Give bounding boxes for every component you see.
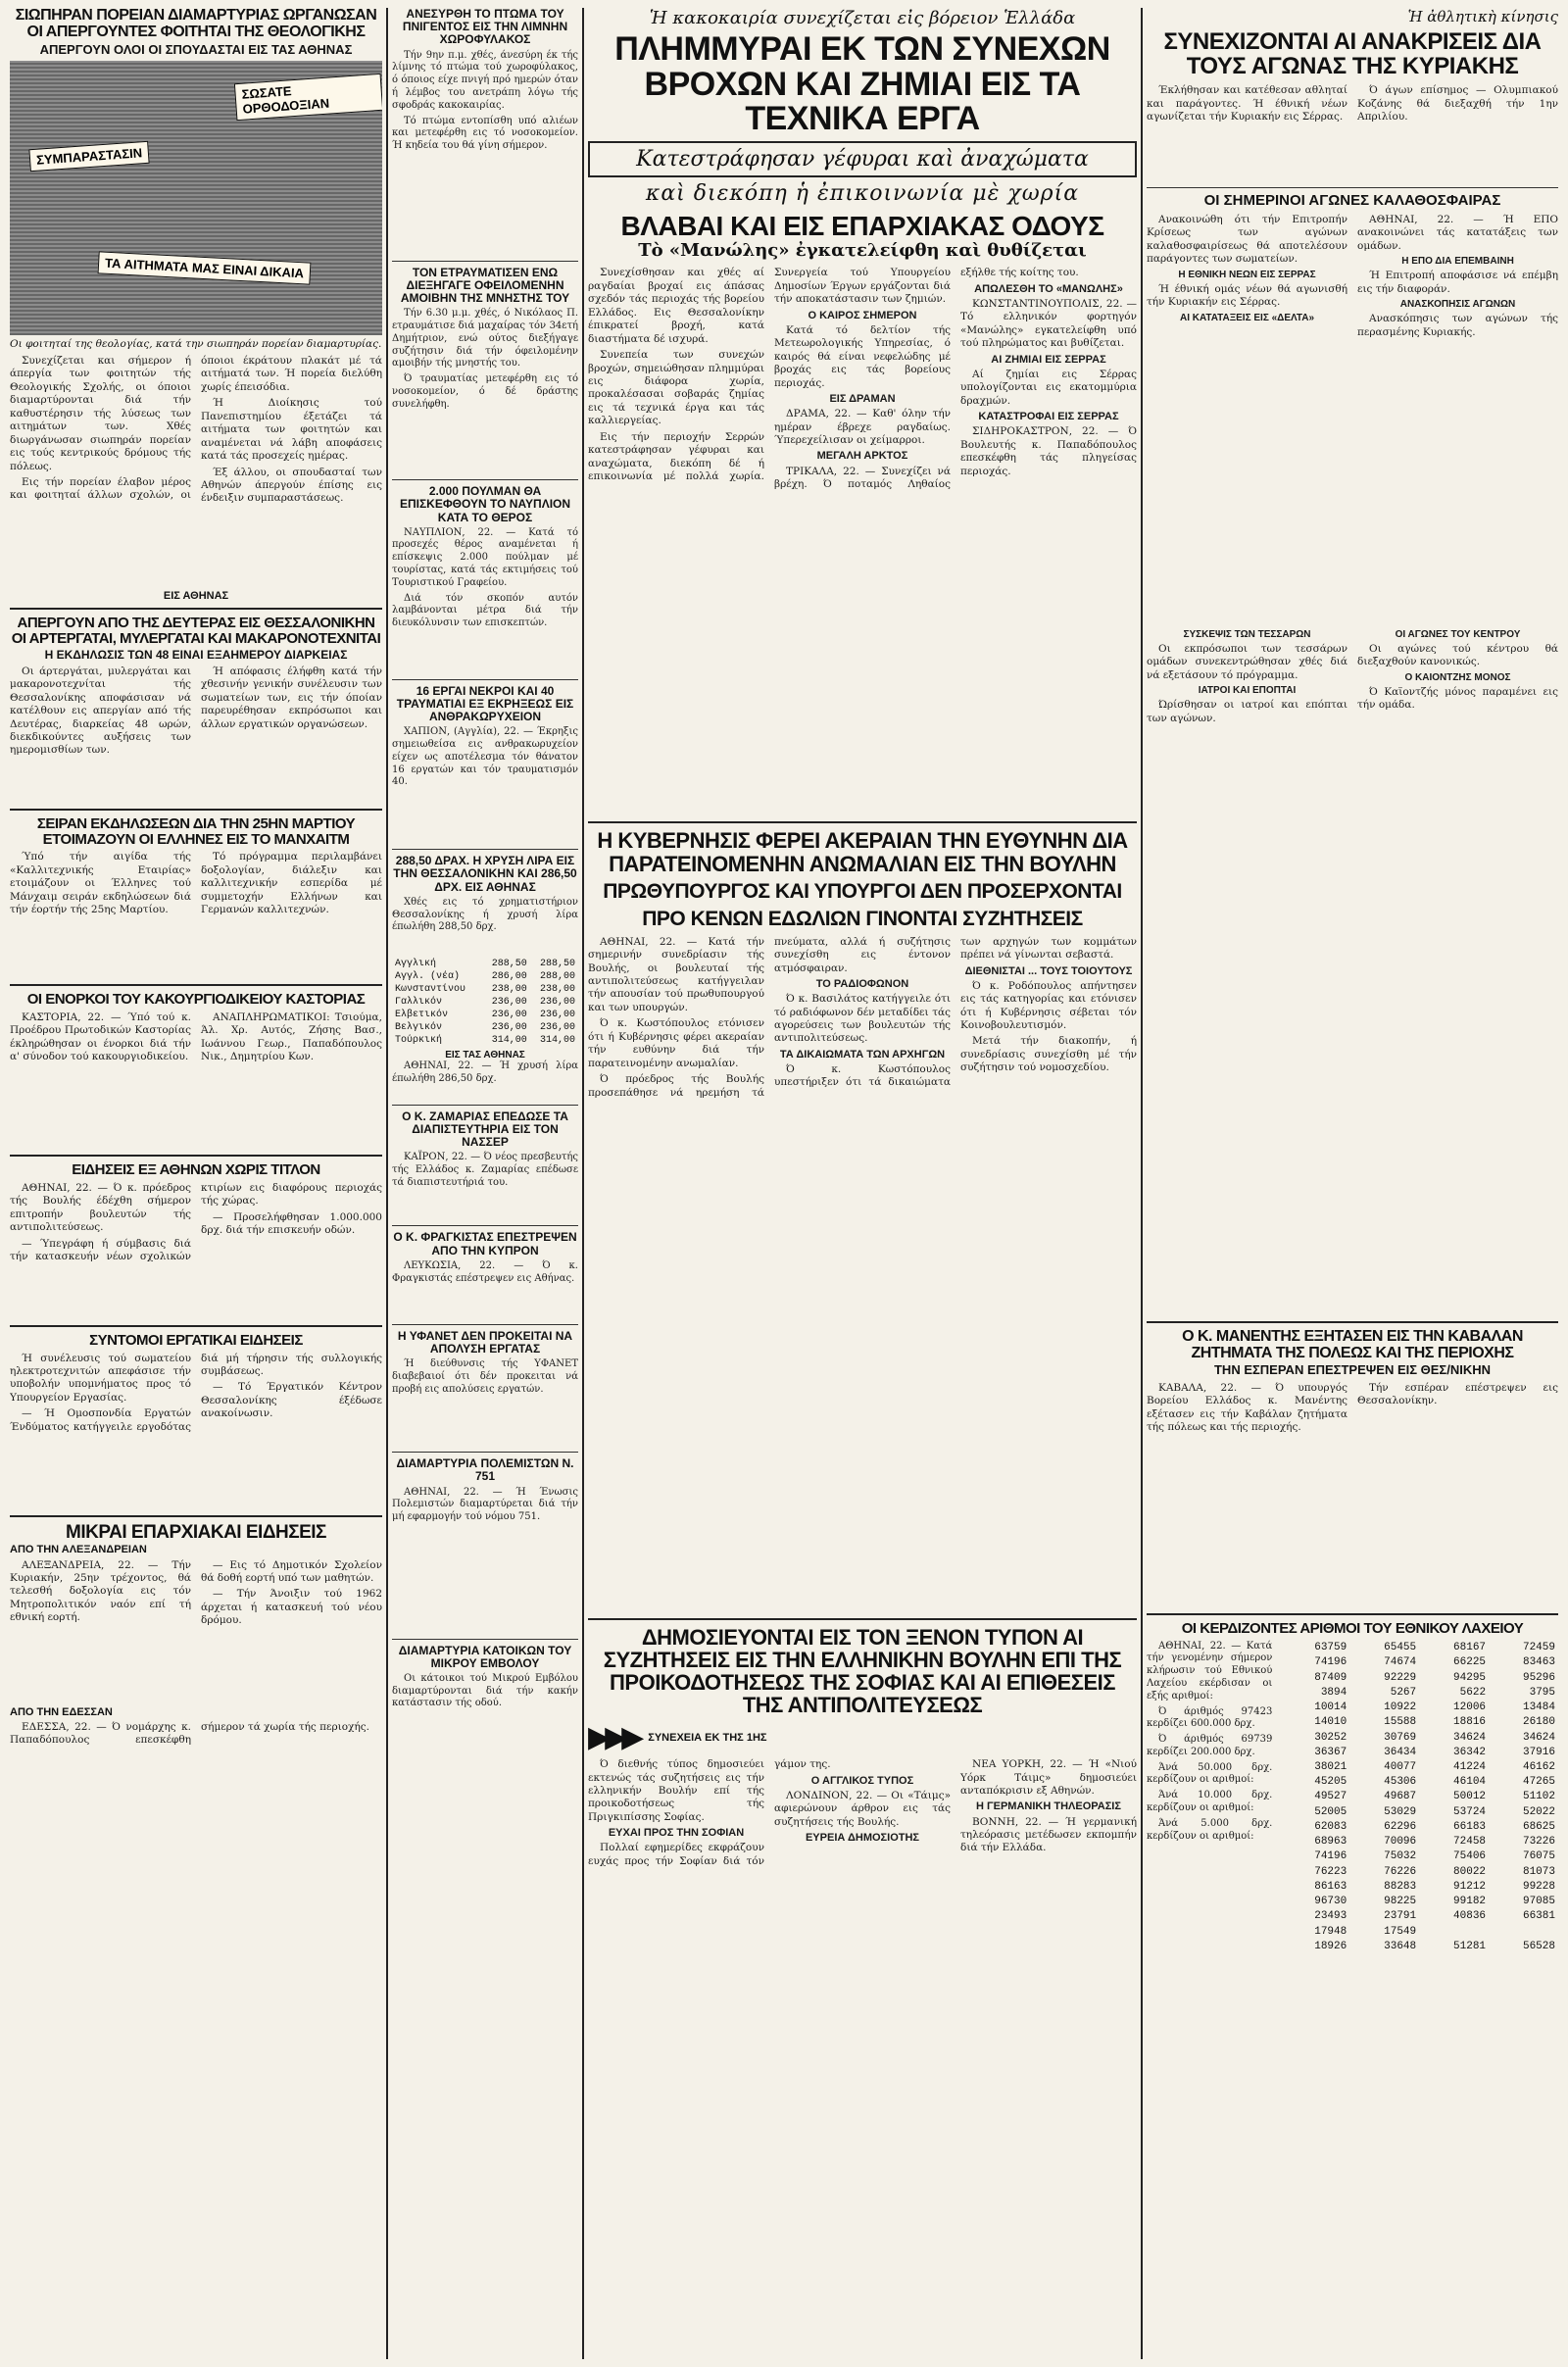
lottery-number: 87409 <box>1314 1671 1348 1684</box>
continued-label: ΣΥΝΕΧΕΙΑ ΕΚ ΤΗΣ 1ΗΣ <box>648 1731 767 1744</box>
article-body: Τήν 6.30 μ.μ. χθές, ό Νικόλαος Π. ετραυμάτισε διά μαχαίρας τόν 34ετή Δημήτριον, ενώ ούτος διεξήγαγε συζήτησιν διά τήν όφειλομένην αμοιβήν τής μνηστής του. Ό τραυματίας μετεφέρθη εις τό νοσοκομείον, ό δέ δράστης συνελήφθη. <box>392 308 578 410</box>
photo-sign: ΣΩΣΑΤΕ ΟΡΘΟΔΟΞΙΑΝ <box>234 74 382 121</box>
story-headline: Η ΥΦΑΝΕΤ ΔΕΝ ΠΡΟΚΕΙΤΑΙ ΝΑ ΑΠΟΛΥΣΗ ΕΡΓΑΤΑΣ <box>397 1328 573 1356</box>
article-body: Συνεχίζεται και σήμερον ή άπεργία των φοιτητών τής Θεολογικής Σχολής, οι όποιοι διαμαρτύρονται διά τήν καθυστέρησιν τής λύσεως των αιτημάτων των. Χθές διωργάνωσαν σιωπηράν πορείαν εις τούς κεντρικούς δρόμους τής πόλεως. Εις τήν πορείαν έλαβον μέρος και φοιτηταί άλλων σχολών, οι όποιοι έκράτουν πλακάτ μέ τά αιτήματά των. Ή πορεία διελύθη χωρίς έπεισόδια. Ή Διοίκησις τού Πανεπιστημίου έξετάζει τά αιτήματα των φοιτητών και αναμένεται νά λάβη αποφάσεις κατά τάς προσεχείς ημέρας. Έξ άλλου, οι σπουδασταί των Αθηνών άπεργούν έπίσης εις ένδειξιν συμπαραστάσεως. <box>10 355 382 505</box>
deck-line: Τὸ «Μανώλης» ἐγκατελείφθη καὶ θυθίζεται <box>638 240 1087 262</box>
gold-coin-label: Γαλλικόν <box>395 996 443 1008</box>
story-headline: ΟΙ ΣΗΜΕΡΙΝΟΙ ΑΓΩΝΕΣ ΚΑΛΑΘΟΣΦΑΙΡΑΣ <box>1203 192 1501 210</box>
section-kicker: Ἡ ἀθλητικὴ κίνησις <box>1407 8 1558 25</box>
lottery-number: 56528 <box>1522 1940 1555 1952</box>
deck-line: καὶ διεκόπη ἡ ἐπικοινωνία μὲ χωρία <box>645 181 1080 207</box>
story-subheadline: ΠΡΩΘΥΠΟΥΡΓΟΣ ΚΑΙ ΥΠΟΥΡΓΟΙ ΔΕΝ ΠΡΟΣΕΡΧΟΝΤΑΙ <box>603 879 1122 903</box>
section-label: ΕΥΡΕΙΑ ΔΗΜΟΣΙΟΤΗΣ <box>805 1831 920 1844</box>
lottery-row <box>1280 1730 1558 1745</box>
article-body: Οι άρτεργάται, μυλεργάται και μακαρονοτεχνίται τής Θεσσαλονίκης αποφάσισαν νά κατέλθουν εις απεργίαν από τής Δευτέρας, διαρκείας 48 ωρών, διεκδικούντες αυξήσεις των ημερομισθίων των. Ή απόφασις έλήφθη κατά τήν χθεσινήν γενικήν συνέλευσιν των σωματείων των, εις τήν όποίαν παρευρέθησαν εκπρόσωποι και άλλων εργατικών οργανώσεων. <box>10 665 382 757</box>
gold-rate-row <box>392 1009 578 1021</box>
story-subheadline: ΠΡΟ ΚΕΝΩΝ ΕΔΩΛΙΩΝ ΓΙΝΟΝΤΑΙ ΣΥΖΗΤΗΣΕΙΣ <box>642 907 1083 930</box>
gold-price-cell: 238,00 <box>539 983 575 995</box>
lottery-number: 86163 <box>1314 1880 1348 1893</box>
protest-photo <box>10 61 382 335</box>
lottery-number: 45205 <box>1314 1776 1348 1789</box>
lead-headline: ΣΙΩΠΗΡΑΝ ΠΟΡΕΙΑΝ ΔΙΑΜΑΡΤΥΡΙΑΣ ΩΡΓΑΝΩΣΑΝ ΟΙ ΑΠΕΡΓΟΥΝΤΕΣ ΦΟΙΤΗΤΑΙ ΤΗΣ ΘΕΟΛΟΓΙΚΗΣ <box>15 8 377 40</box>
story-headline: ΔΙΑΜΑΡΤΥΡΙΑ ΚΑΤΟΙΚΩΝ ΤΟΥ ΜΙΚΡΟΥ ΕΜΒΟΛΟΥ <box>398 1643 572 1670</box>
section-label: Η ΕΘΝΙΚΗ ΝΕΩΝ ΕΙΣ ΣΕΡΡΑΣ <box>1178 269 1316 280</box>
lottery-number: 95296 <box>1522 1671 1555 1684</box>
story-headline: Ο Κ. ΦΡΑΓΚΙΣΤΑΣ ΕΠΕΣΤΡΕΨΕΝ ΑΠΟ ΤΗΝ ΚΥΠΡΟΝ <box>393 1230 577 1257</box>
article-body: ΑΘΗΝΑΙ, 22. — Κατά τήν γενομένην σήμερον κλήρωσιν τού Εθνικού Λαχείου εκέρδισαν οι εξής αριθμοί: Ό άριθμός 97423 κερδίζει 600.000 δρχ. Ό άριθμός 69739 κερδίζει 200.000 δρχ. Άνά 50.000 δρχ. κερδίζουν οι αριθμοί: Άνά 10.000 δρχ. κερδίζουν οι αριθμοί: Άνά 5.000 δρχ. κερδίζουν οι αριθμοί: <box>1147 1640 1273 1842</box>
lottery-number: 99228 <box>1522 1880 1555 1893</box>
section-label: Ο ΑΓΓΛΙΚΟΣ ΤΥΠΟΣ <box>810 1774 914 1787</box>
section-label: Η ΓΕΡΜΑΝΙΚΗ ΤΗΛΕΟΡΑΣΙΣ <box>976 1800 1121 1813</box>
lottery-row <box>1280 1879 1558 1894</box>
gold-price-cell: 238,00 <box>491 983 527 995</box>
section-label: ΕΙΣ ΤΑΣ ΑΘΗΝΑΣ <box>445 1049 525 1060</box>
lottery-number: 45306 <box>1384 1776 1417 1789</box>
gold-price-cell: 236,00 <box>539 996 575 1008</box>
story-subheadline: Η ΕΚΔΗΛΩΣΙΣ ΤΩΝ 48 ΕΙΝΑΙ ΕΞΑΗΜΕΡΟΥ ΔΙΑΡΚΕΙΑΣ <box>44 647 348 662</box>
lottery-number: 41224 <box>1453 1761 1487 1773</box>
column-rule <box>582 8 584 2359</box>
lottery-number: 72458 <box>1453 1836 1487 1849</box>
lottery-number: 80022 <box>1453 1865 1487 1878</box>
article-body: ΕΔΕΣΣΑ, 22. — Ό νομάρχης κ. Παπαδόπουλος επεσκέφθη σήμερον τά χωρία τής περιοχής. <box>10 1720 369 1747</box>
lottery-row <box>1280 1909 1558 1924</box>
lottery-number <box>1419 1924 1489 1939</box>
section-label: ΟΙ ΑΓΩΝΕΣ ΤΟΥ ΚΕΝΤΡΟΥ <box>1395 628 1521 640</box>
gold-rate-row <box>392 983 578 996</box>
lottery-number: 53029 <box>1384 1805 1417 1818</box>
article-body: ΚΑΪΡΟΝ, 22. — Ό νέος πρεσβευτής τής Ελλάδος κ. Ζαμαρίας επέδωσε τά διαπιστευτήριά του. <box>392 1152 578 1188</box>
lottery-number: 81073 <box>1522 1865 1555 1878</box>
gold-coin-label: Αγγλική <box>395 958 437 969</box>
lottery-number: 17948 <box>1314 1925 1348 1938</box>
article-body: Ό διεθνής τύπος δημοσιεύει εκτενώς τάς συζητήσεις εις τήν ελληνικήν Βουλήν επί τής προικοδοτήσεως τής Πριγκιπίσσης Σοφίας. ΕΥΧΑΙ ΠΡΟΣ ΤΗΝ ΣΟΦΙΑΝ Πολλαί εφημερίδες εκφράζουν ευχάς προς τήν Σοφίαν διά τόν γάμον της. Ο ΑΓΓΛΙΚΟΣ ΤΥΠΟΣ ΛΟΝΔΙΝΟΝ, 22. — Οι «Τάιμς» αφιερώνουν άρθρον εις τάς συζητήσεις τής Βουλής. ΕΥΡΕΙΑ ΔΗΜΟΣΙΟΤΗΣ ΝΕΑ ΥΟΡΚΗ, 22. — Ή «Νιού Υόρκ Τάιμς» δημοσιεύει ανταπόκρισιν εξ Αθηνών. Η ΓΕΡΜΑΝΙΚΗ ΤΗΛΕΟΡΑΣΙΣ ΒΟΝΝΗ, 22. — Ή γερμανική τηλεόρασις μετέδωσεν εκπομπήν διά τήν Ελλάδα. <box>588 1758 1137 1867</box>
lottery-number: 49687 <box>1384 1791 1417 1803</box>
gold-price-cell: 314,00 <box>491 1034 527 1046</box>
lottery-number <box>1489 1924 1558 1939</box>
lottery-number: 26180 <box>1522 1716 1555 1729</box>
lottery-row <box>1280 1939 1558 1953</box>
lottery-row <box>1280 1790 1558 1804</box>
article-body: ΚΑΣΤΟΡΙΑ, 22. — Ύπό τού κ. Προέδρου Πρωτοδικών Καστορίας έκληρώθησαν οι ένορκοι διά τήν α' σύνοδον τού κακουργιοδικείου. ΑΝΑΠΛΗΡΩΜΑΤΙΚΟΙ: Τσιούμα, Άλ. Χρ. Αυτός, Ζήσης Βασ., Ιωάννου Γεωρ., Παπαδόπουλος Νικ., Δημητρίου Κων. <box>10 1011 382 1063</box>
gold-price-cell: 236,00 <box>539 1021 575 1033</box>
gold-price-cell: 288,50 <box>491 958 527 969</box>
lottery-number: 74196 <box>1314 1850 1348 1863</box>
gold-rate-row <box>392 1034 578 1047</box>
gold-coin-label: Κωνσταντίνου <box>395 983 466 995</box>
story-headline: ΟΙ ΚΕΡΔΙΖΟΝΤΕΣ ΑΡΙΘΜΟΙ ΤΟΥ ΕΘΝΙΚΟΥ ΛΑΧΕΙΟΥ <box>1181 1619 1524 1637</box>
story-headline: ΑΠΕΡΓΟΥΝ ΑΠΟ ΤΗΣ ΔΕΥΤΕΡΑΣ ΕΙΣ ΘΕΣΣΑΛΟΝΙΚΗΝ ΟΙ ΑΡΤΕΡΓΑΤΑΙ, ΜΥΛΕΡΓΑΤΑΙ ΚΑΙ ΜΑΚΑΡΟΝΟΤΕΧΝΙΤΑΙ <box>11 615 381 647</box>
lottery-number: 98225 <box>1384 1896 1417 1908</box>
lottery-number: 10014 <box>1314 1701 1348 1714</box>
lottery-number: 88283 <box>1384 1880 1417 1893</box>
lottery-number: 66225 <box>1453 1656 1487 1669</box>
lottery-row <box>1280 1819 1558 1834</box>
lottery-number: 97085 <box>1522 1896 1555 1908</box>
article-body: ΑΘΗΝΑΙ, 22. — Ή χρυσή λίρα έπωλήθη 286,50 δρχ. <box>392 1060 578 1084</box>
lottery-number: 99182 <box>1453 1896 1487 1908</box>
section-label: ΜΕΓΑΛΗ ΑΡΚΤΟΣ <box>816 450 908 463</box>
story-headline: ΕΙΔΗΣΕΙΣ ΕΞ ΑΘΗΝΩΝ ΧΩΡΙΣ ΤΙΤΛΟΝ <box>72 1161 320 1179</box>
article-body: Ύπό τήν αιγίδα τής «Καλλιτεχνικής Εταιρίας» ετοιμάζουν οι Έλληνες τού Μάνχαιμ σειράν εκδηλώσεων διά τήν έορτήν τής 25ης Μαρτίου. Τό πρόγραμμα περιλαμβάνει δοξολογίαν, διάλεξιν και καλλιτεχνικήν εσπερίδα μέ συμμετοχήν Ελλήνων και Γερμανών καλλιτεχνών. <box>10 851 382 916</box>
lottery-row <box>1280 1835 1558 1849</box>
lottery-number: 10922 <box>1384 1701 1417 1714</box>
lottery-number: 51281 <box>1453 1940 1487 1952</box>
section-label: ΤΟ ΡΑΔΙΟΦΩΝΟΝ <box>815 978 909 991</box>
lottery-number: 73226 <box>1522 1836 1555 1849</box>
lottery-number: 70096 <box>1384 1836 1417 1849</box>
lottery-row <box>1280 1685 1558 1700</box>
lead-subheadline: ΑΠΕΡΓΟΥΝ ΟΛΟΙ ΟΙ ΣΠΟΥΔΑΣΤΑΙ ΕΙΣ ΤΑΣ ΑΘΗΝΑΣ <box>39 41 353 57</box>
gold-rate-row <box>392 996 578 1009</box>
lottery-number: 75406 <box>1453 1850 1487 1863</box>
lottery-number: 17549 <box>1384 1925 1417 1938</box>
story-headline: 16 ΕΡΓΑΙ ΝΕΚΡΟΙ ΚΑΙ 40 ΤΡΑΥΜΑΤΙΑΙ ΕΞ ΕΚΡΗΞΕΩΣ ΕΙΣ ΑΝΘΡΑΚΩΡΥΧΕΙΟΝ <box>396 683 574 724</box>
continued-marker <box>588 1720 1137 1754</box>
lottery-row <box>1280 1895 1558 1909</box>
story-headline: ΔΗΜΟΣΙΕΥΟΝΤΑΙ ΕΙΣ ΤΟΝ ΞΕΝΟΝ ΤΥΠΟΝ ΑΙ ΣΥΖΗΤΗΣΕΙΣ ΕΙΣ ΤΗΝ ΕΛΛΗΝΙΚΗΝ ΒΟΥΛΗΝ ΕΠΙ ΤΗΣ ΠΡΟΙΚΟΔΟΤΗΣΕΩΣ ΤΗΣ ΣΟΦΙΑΣ ΚΑΙ ΑΙ ΕΠΙΘΕΣΕΙΣ ΤΗΣ ΑΝΤΙΠΟΛΙΤΕΥΣΕΩΣ <box>603 1624 1122 1718</box>
lottery-row <box>1280 1641 1558 1655</box>
story-headline: ΣΥΝΕΧΙΖΟΝΤΑΙ ΑΙ ΑΝΑΚΡΙΣΕΙΣ ΔΙΑ ΤΟΥΣ ΑΓΩΝΑΣ ΤΗΣ ΚΥΡΙΑΚΗΣ <box>1163 28 1542 80</box>
lottery-number: 68963 <box>1314 1836 1348 1849</box>
lottery-number: 53724 <box>1453 1805 1487 1818</box>
story-headline: ΣΥΝΤΟΜΟΙ ΕΡΓΑΤΙΚΑΙ ΕΙΔΗΣΕΙΣ <box>89 1331 303 1349</box>
article-body: Οι κάτοικοι τού Μικρού Εμβόλου διαμαρτύρονται διά τήν κακήν κατάστασιν τής οδού. <box>392 1672 578 1709</box>
section-label: ΑΝΑΣΚΟΠΗΣΙΣ ΑΓΩΝΩΝ <box>1399 299 1516 311</box>
lottery-number: 92229 <box>1384 1671 1417 1684</box>
lottery-number: 62296 <box>1384 1820 1417 1833</box>
article-body: ΑΛΕΞΑΝΔΡΕΙΑ, 22. — Τήν Κυριακήν, 25ην τρέχοντος, θά τελεσθή δοξολογία εις τόν Μητροπολιτικόν ναόν επί τή εθνική εορτή. — Εις τό Δημοτικόν Σχολείον θά δοθή εορτή υπό των μαθητών. — Τήν Άνοιξιν τού 1962 άρχεται ή κατασκευή τού νέου δρόμου. <box>10 1558 382 1627</box>
story-headline: 288,50 ΔΡΑΧ. Η ΧΡΥΣΗ ΛΙΡΑ ΕΙΣ ΤΗΝ ΘΕΣΣΑΛΟΝΙΚΗΝ ΚΑΙ 286,50 ΔΡΧ. ΕΙΣ ΑΘΗΝΑΣ <box>393 854 577 894</box>
section-label: ΕΙΣ ΑΘΗΝΑΣ <box>163 590 229 603</box>
photo-caption: Οι φοιτηταί της θεολογίας, κατά την σιωπηράν πορείαν διαμαρτυρίας. <box>10 337 382 350</box>
section-label: ΙΑΤΡΟΙ ΚΑΙ ΕΠΟΠΤΑΙ <box>1198 685 1297 697</box>
lottery-row <box>1280 1775 1558 1790</box>
section-label: ΚΑΤΑΣΤΡΟΦΑΙ ΕΙΣ ΣΕΡΡΑΣ <box>978 411 1119 423</box>
story-headline: ΜΙΚΡΑΙ ΕΠΑΡΧΙΑΚΑΙ ΕΙΔΗΣΕΙΣ <box>66 1521 326 1543</box>
story-subheadline: ΤΗΝ ΕΣΠΕΡΑΝ ΕΠΕΣΤΡΕΨΕΝ ΕΙΣ ΘΕΣ/ΝΙΚΗΝ <box>1213 1362 1491 1378</box>
story-headline: Ο Κ. ΜΑΝΕΝΤΗΣ ΕΞΗΤΑΣΕΝ ΕΙΣ ΤΗΝ ΚΑΒΑΛΑΝ ΖΗΤΗΜΑΤΑ ΤΗΣ ΠΟΛΕΩΣ ΚΑΙ ΤΗΣ ΠΕΡΙΟΧΗΣ <box>1182 1327 1523 1361</box>
lottery-number: 96730 <box>1314 1896 1348 1908</box>
lottery-row <box>1280 1849 1558 1864</box>
gold-price-cell: 314,00 <box>539 1034 575 1046</box>
column-rule <box>1141 8 1143 2359</box>
lottery-numbers-table <box>1280 1641 1558 1954</box>
lottery-number: 66183 <box>1453 1820 1487 1833</box>
center-column <box>588 8 1137 2082</box>
lottery-number: 3894 <box>1320 1686 1348 1699</box>
section-label: ΑΙ ΖΗΜΙΑΙ ΕΙΣ ΣΕΡΡΑΣ <box>991 353 1106 366</box>
lottery-number: 74674 <box>1384 1656 1417 1669</box>
lottery-number: 18816 <box>1453 1716 1487 1729</box>
photo-sign: ΣΥΜΠΑΡΑΣΤΑΣΙΝ <box>28 141 149 172</box>
lottery-number: 91212 <box>1453 1880 1487 1893</box>
gold-price-cell: 286,00 <box>491 970 527 982</box>
arrow-icon: ▶▶▶ <box>588 1720 639 1755</box>
lottery-number: 46104 <box>1453 1776 1487 1789</box>
lottery-number: 40836 <box>1453 1910 1487 1923</box>
lottery-number: 38021 <box>1314 1761 1348 1773</box>
section-label: ΤΑ ΔΙΚΑΙΩΜΑΤΑ ΤΩΝ ΑΡΧΗΓΩΝ <box>779 1048 946 1060</box>
lottery-number: 68625 <box>1522 1820 1555 1833</box>
lottery-number: 51102 <box>1522 1791 1555 1803</box>
lottery-number: 40077 <box>1384 1761 1417 1773</box>
story-headline: Η ΚΥΒΕΡΝΗΣΙΣ ΦΕΡΕΙ ΑΚΕΡΑΙΑΝ ΤΗΝ ΕΥΘΥΝΗΝ ΔΙΑ ΠΑΡΑΤΕΙΝΟΜΕΝΗΝ ΑΝΩΜΑΛΙΑΝ ΕΙΣ ΤΗΝ ΒΟΥΛΗΝ <box>597 828 1128 876</box>
lottery-number: 75032 <box>1384 1850 1417 1863</box>
lottery-section <box>1147 1641 1558 1954</box>
lottery-number: 72459 <box>1522 1642 1555 1654</box>
lottery-number: 5267 <box>1390 1686 1417 1699</box>
gold-price-cell: 288,00 <box>539 970 575 982</box>
lottery-number: 74196 <box>1314 1656 1348 1669</box>
story-headline: ΒΛΑΒΑΙ ΚΑΙ ΕΙΣ ΕΠΑΡΧΙΑΚΑΣ ΟΔΟΥΣ <box>620 211 1104 242</box>
lottery-row <box>1280 1804 1558 1819</box>
lottery-number: 94295 <box>1453 1671 1487 1684</box>
lottery-number: 34624 <box>1453 1731 1487 1744</box>
gold-coin-label: Τούρκική <box>395 1034 443 1046</box>
deck-box <box>588 141 1137 177</box>
lottery-number: 62083 <box>1314 1820 1348 1833</box>
lottery-number: 76223 <box>1314 1865 1348 1878</box>
lottery-number: 34624 <box>1522 1731 1555 1744</box>
lottery-row <box>1280 1745 1558 1759</box>
lottery-number: 49527 <box>1314 1791 1348 1803</box>
story-headline: ΣΕΙΡΑΝ ΕΚΔΗΛΩΣΕΩΝ ΔΙΑ ΤΗΝ 25ΗΝ ΜΑΡΤΙΟΥ ΕΤΟΙΜΑΖΟΥΝ ΟΙ ΕΛΛΗΝΕΣ ΕΙΣ ΤΟ ΜΑΝΧΑΙΤΜ <box>36 814 356 848</box>
left-column <box>10 8 382 1780</box>
article-body: Τήν 9ην π.μ. χθές, άνεσύρη έκ τής λίμνης τό πτώμα τού χωροφύλακος, ό όποιος είχε πνιγή πρό ημερών όταν ή λέμβος του ανετράπη λόγω τής σφοδράς κακοκαιρίας. Τό πτώμα εντοπίσθη υπό αλιέων και μετεφέρθη εις τό νοσοκομείον. Ή κηδεία του θά γίνη σήμερον. <box>392 49 578 152</box>
section-label: Ο ΚΑΙΡΟΣ ΣΗΜΕΡΟΝ <box>808 309 917 321</box>
article-body: Έκλήθησαν και κατέθεσαν αθληταί και παράγοντες. Ή έθνική νέων αγωνίζεται τήν Κυριακήν εις Σέρρας. Ό άγων επίσημος — Ολυμπιακού Κοζάνης θά διεξαχθή τήν 1ην Απριλίου. <box>1147 84 1558 123</box>
article-body: Ή διεύθυνσις τής ΥΦΑΝΕΤ διαβεβαιοί ότι δέν προκειται νά προβή εις απολύσεις εργατών. <box>392 1358 578 1395</box>
section-label: ΔΙΕΘΝΙΣΤΑΙ ... ΤΟΥΣ ΤΟΙΟΥΤΟΥΣ <box>964 964 1133 977</box>
lottery-number: 47265 <box>1522 1776 1555 1789</box>
lottery-number: 5622 <box>1459 1686 1487 1699</box>
section-label: ΕΥΧΑΙ ΠΡΟΣ ΤΗΝ ΣΟΦΙΑΝ <box>608 1827 745 1840</box>
lottery-number: 52005 <box>1314 1805 1348 1818</box>
article-body: Ανακοινώθη ότι τήν Επιτροπήν Κρίσεως των αγώνων καλαθοσφαιρίσεως θά αποτελέσουν παράγοντες των σωματείων. Η ΕΘΝΙΚΗ ΝΕΩΝ ΕΙΣ ΣΕΡΡΑΣ Ή έθνική ομάς νέων θά αγωνισθή τήν Κυριακήν εις Σέρρας. ΑΙ ΚΑΤΑΤΑΞΕΙΣ ΕΙΣ «ΔΕΛΤΑ» ΑΘΗΝΑΙ, 22. — Ή ΕΠΟ ανακοινώνει τάς κατατάξεις των ομάδων. Η ΕΠΟ ΔΙΑ ΕΠΕΜΒΑΙΝΗ Ή Επιτροπή αποφάσισε νά επέμβη εις τήν διαφοράν. ΑΝΑΣΚΟΠΗΣΙΣ ΑΓΩΝΩΝ Ανασκόπησις των αγώνων τής περασμένης Κυριακής. <box>1147 213 1558 338</box>
second-column <box>392 8 578 1820</box>
lottery-number: 83463 <box>1522 1656 1555 1669</box>
gold-coin-label: Αγγλ. (νέα) <box>395 970 461 982</box>
article-body: Συνεχίσθησαν και χθές αί ραγδαίαι βροχαί εις άπάσας σχεδόν τάς περιοχάς τής βορείου Ελλάδος. Εις Θεσσαλονίκην έπικρατεί βροχή, κατά διαστήματα δέ ισχυρά. Συνεπεία των συνεχών βροχών, σημειώθησαν πλημμύραι εις διάφορα χωρία, προκαλέσασαι σοβαράς ζημίας εις τά τεχνικά έργα και τάς καλλιεργείας. Εις τήν περιοχήν Σερρών κατεστράφησαν γέφυραι και αναχώματα, διεκόπη δέ ή επικοινωνία μέ πολλά χωρία. Συνεργεία τού Υπουργείου Δημοσίων Έργων εργάζονται διά τήν αποκατάστασιν των ζημιών. Ο ΚΑΙΡΟΣ ΣΗΜΕΡΟΝ Κατά τό δελτίον τής Μετεωρολογικής Υπηρεσίας, ό καιρός θά είναι νεφελώδης μέ βροχάς εις τάς βορείους περιοχάς. ΕΙΣ ΔΡΑΜΑΝ ΔΡΑΜΑ, 22. — Καθ' όλην τήν ημέραν έβρεχε ραγδαίως. Ύπερεχείλισαν οι χείμαρροι. ΜΕΓΑΛΗ ΑΡΚΤΟΣ ΤΡΙΚΑΛΑ, 22. — Συνεχίζει νά βρέχη. Ό ποταμός Ληθαίος εξήλθε τής κοίτης του. ΑΠΩΛΕΣΘΗ ΤΟ «ΜΑΝΩΛΗΣ» ΚΩΝΣΤΑΝΤΙΝΟΥΠΟΛΙΣ, 22. — Τό ελληνικόν φορτηγόν «Μανώλης» εγκατελείφθη υπό τού πληρώματος και βυθίζεται. ΑΙ ΖΗΜΙΑΙ ΕΙΣ ΣΕΡΡΑΣ Αί ζημίαι εις Σέρρας υπολογίζονται εις εκατομμύρια δραχμών. ΚΑΤΑΣΤΡΟΦΑΙ ΕΙΣ ΣΕΡΡΑΣ ΣΙΔΗΡΟΚΑΣΤΡΟΝ, 22. — Ό Βουλευτής κ. Παπαδόπουλος επεσκέφθη τάς πληγείσας περιοχάς. <box>588 267 1137 490</box>
lottery-number: 12006 <box>1453 1701 1487 1714</box>
lottery-number: 36434 <box>1384 1746 1417 1758</box>
lottery-row <box>1280 1924 1558 1939</box>
lottery-number: 18926 <box>1314 1940 1348 1952</box>
lottery-row <box>1280 1655 1558 1670</box>
gold-coin-label: Ελβετικόν <box>395 1009 449 1020</box>
lottery-row <box>1280 1759 1558 1774</box>
lottery-number: 52022 <box>1522 1805 1555 1818</box>
lottery-number: 30252 <box>1314 1731 1348 1744</box>
lottery-number: 76075 <box>1522 1850 1555 1863</box>
deck-line: Κατεστράφησαν γέφυραι καὶ ἀναχώματα <box>636 147 1089 173</box>
lottery-number: 13484 <box>1522 1701 1555 1714</box>
article-body: ΑΘΗΝΑΙ, 22. — Κατά τήν σημερινήν συνεδρίασιν τής Βουλής, οι βουλευταί τής αντιπολιτεύσεως κατήγγειλαν τήν απουσίαν τού πρωθυπουργού και των υπουργών. Ό κ. Κωστόπουλος ετόνισεν ότι ή Κυβέρνησις φέρει ακεραίαν τήν ευθύνην διά τήν παρατεινομένην ανωμαλίαν. Ό πρόεδρος τής Βουλής προσεπάθησε νά ηρεμήση τά πνεύματα, αλλά ή συζήτησις συνεχίσθη εις έντονον ατμόσφαιραν. ΤΟ ΡΑΔΙΟΦΩΝΟΝ Ό κ. Βασιλάτος κατήγγειλε ότι τό ραδιόφωνον δέν μεταδίδει τάς αγορεύσεις των βουλευτών τής αντιπολιτεύσεως. ΤΑ ΔΙΚΑΙΩΜΑΤΑ ΤΩΝ ΑΡΧΗΓΩΝ Ό κ. Κωστόπουλος υπεστήριξεν ότι τά δικαιώματα των αρχηγών των κομμάτων πρέπει νά γίνωνται σεβαστά. ΔΙΕΘΝΙΣΤΑΙ ... ΤΟΥΣ ΤΟΙΟΥΤΟΥΣ Ό κ. Ροδόπουλος απήντησεν εις τάς κατηγορίας και ετόνισεν ότι ή Κυβέρνησις σέβεται τόν Κοινοβουλευτισμόν. Μετά τήν διακοπήν, ή συνεδρίασις συνεχίσθη μέ τήν συζήτησιν τού νομοσχεδίου. <box>588 935 1137 1099</box>
article-body: ΛΕΥΚΩΣΙΑ, 22. — Ό κ. Φραγκιστάς επέστρεψεν εις Αθήνας. <box>392 1259 578 1284</box>
lottery-number: 66381 <box>1522 1910 1555 1923</box>
lead-kicker: Ἡ κακοκαιρία συνεχίζεται εἰς βόρειον Ἑλλάδα <box>649 8 1076 28</box>
lottery-number: 23791 <box>1384 1910 1417 1923</box>
gold-rate-row <box>392 970 578 983</box>
gold-price-cell: 236,00 <box>491 1021 527 1033</box>
banner-headline: ΠΛΗΜΜΥΡΑΙ ΕΚ ΤΩΝ ΣΥΝΕΧΩΝ ΒΡΟΧΩΝ ΚΑΙ ΖΗΜΙΑΙ ΕΙΣ ΤΑ ΤΕΧΝΙΚΑ ΕΡΓΑ <box>614 30 1110 138</box>
section-label: ΑΠΟ ΤΗΝ ΕΔΕΣΣΑΝ <box>10 1705 113 1718</box>
photo-sign: ΤΑ ΑΙΤΗΜΑΤΑ ΜΑΣ ΕΙΝΑΙ ΔΙΚΑΙΑ <box>98 251 312 284</box>
gold-rate-row <box>392 1021 578 1034</box>
gold-price-cell: 236,00 <box>491 1009 527 1020</box>
gold-price-cell: 236,00 <box>539 1009 575 1020</box>
article-body: Χθές εις τό χρηματιστήριον Θεσσαλονίκης ή χρυσή λίρα έπωλήθη 288,50 δρχ. <box>392 896 578 933</box>
article-body: ΑΘΗΝΑΙ, 22. — Ή Ένωσις Πολεμιστών διαμαρτύρεται διά τήν μή εφαρμογήν τού νόμου 751. <box>392 1486 578 1523</box>
story-headline: 2.000 ΠΟΥΛΜΑΝ ΘΑ ΕΠΙΣΚΕΦΘΟΥΝ ΤΟ ΝΑΥΠΛΙΟΝ ΚΑΤΑ ΤΟ ΘΕΡΟΣ <box>399 484 571 524</box>
lottery-number: 23493 <box>1314 1910 1348 1923</box>
gold-rates-table <box>392 958 578 1047</box>
section-label: ΑΠΩΛΕΣΘΗ ΤΟ «ΜΑΝΩΛΗΣ» <box>974 282 1123 295</box>
section-label: ΕΙΣ ΔΡΑΜΑΝ <box>829 393 896 406</box>
section-label: ΑΙ ΚΑΤΑΤΑΞΕΙΣ ΕΙΣ «ΔΕΛΤΑ» <box>1179 312 1315 323</box>
right-column <box>1147 8 1558 1954</box>
lottery-number: 65455 <box>1384 1642 1417 1654</box>
lottery-number: 36342 <box>1453 1746 1487 1758</box>
lottery-number: 30769 <box>1384 1731 1417 1744</box>
lottery-number: 68167 <box>1453 1642 1487 1654</box>
article-body: ΧΑΠΙΟΝ, (Αγγλία), 22. — Έκρηξις σημειωθείσα εις ανθρακωρυχείον είχεν ως αποτέλεσμα τόν θάνατον 16 εργατών και τόν τραυματισμόν 40. <box>392 726 578 788</box>
section-label: ΑΠΟ ΤΗΝ ΑΛΕΞΑΝΔΡΕΙΑΝ <box>10 1544 147 1556</box>
lottery-number: 15588 <box>1384 1716 1417 1729</box>
lottery-number: 33648 <box>1384 1940 1417 1952</box>
article-body: ΝΑΥΠΛΙΟΝ, 22. — Κατά τό προσεχές θέρος αναμένεται ή επίσκεψις 2.000 πούλμαν μέ τουρίστας, κατά τάς εκτιμήσεις τού Τουριστικού Γραφείου. Διά τόν σκοπόν αυτόν λαμβάνονται μέτρα διά τήν διευκόλυνσιν των επισκεπτών. <box>392 526 578 629</box>
lottery-row <box>1280 1864 1558 1879</box>
lottery-number: 37916 <box>1522 1746 1555 1758</box>
gold-price-cell: 288,50 <box>539 958 575 969</box>
lottery-number: 76226 <box>1384 1865 1417 1878</box>
story-headline: ΤΟΝ ΕΤΡΑΥΜΑΤΙΣΕΝ ΕΝΩ ΔΙΕΞΗΓΑΓΕ ΟΦΕΙΛΟΜΕΝΗΝ ΑΜΟΙΒΗΝ ΤΗΣ ΜΝΗΣΤΗΣ ΤΟΥ <box>400 265 570 305</box>
column-rule <box>386 8 388 2359</box>
article-body: ΣΥΣΚΕΨΙΣ ΤΩΝ ΤΕΣΣΑΡΩΝ Οι εκπρόσωποι των τεσσάρων ομάδων συνεκεντρώθησαν χθές διά νά εξετάσουν τό πρόγραμμα. ΙΑΤΡΟΙ ΚΑΙ ΕΠΟΠΤΑΙ Ώρίσθησαν οι ιατροί και επόπται των αγώνων. ΟΙ ΑΓΩΝΕΣ ΤΟΥ ΚΕΝΤΡΟΥ Οι αγώνες τού κέντρου θά διεξαχθούν κανονικώς. Ο ΚΑΙΟΝΤΖΗΣ ΜΟΝΟΣ Ό Καϊοντζής μόνος παραμένει εις τήν ομάδα. <box>1147 628 1558 724</box>
lottery-number: 3795 <box>1529 1686 1555 1699</box>
lottery-row <box>1280 1715 1558 1730</box>
story-headline: ΑΝΕΣΥΡΘΗ ΤΟ ΠΤΩΜΑ ΤΟΥ ΠΝΙΓΕΝΤΟΣ ΕΙΣ ΤΗΝ ΛΙΜΝΗΝ ΧΩΡΟΦΥΛΑΚΟΣ <box>402 8 568 47</box>
lottery-number: 50012 <box>1453 1791 1487 1803</box>
lottery-row <box>1280 1700 1558 1714</box>
gold-price-cell: 236,00 <box>491 996 527 1008</box>
section-label: ΣΥΣΚΕΨΙΣ ΤΩΝ ΤΕΣΣΑΡΩΝ <box>1183 628 1311 640</box>
story-headline: Ο Κ. ΖΑΜΑΡΙΑΣ ΕΠΕΔΩΣΕ ΤΑ ΔΙΑΠΙΣΤΕΥΤΗΡΙΑ ΕΙΣ ΤΟΝ ΝΑΣΣΕΡ <box>402 1109 568 1150</box>
article-body: ΚΑΒΑΛΑ, 22. — Ό υπουργός Βορείου Ελλάδος κ. Μανέντης εξέτασεν εις τήν Καβάλαν ζητήματα τής πόλεως και τής περιοχής. Τήν εσπέραν επέστρεψεν εις Θεσσαλονίκην. <box>1147 1381 1558 1434</box>
lottery-number: 63759 <box>1314 1642 1348 1654</box>
section-label: Η ΕΠΟ ΔΙΑ ΕΠΕΜΒΑΙΝΗ <box>1401 256 1514 268</box>
lottery-number: 14010 <box>1314 1716 1348 1729</box>
lottery-row <box>1280 1670 1558 1685</box>
lottery-number: 46162 <box>1522 1761 1555 1773</box>
lottery-number: 36367 <box>1314 1746 1348 1758</box>
article-body: ΑΘΗΝΑΙ, 22. — Ό κ. πρόεδρος τής Βουλής έδέχθη σήμερον επιτροπήν βουλευτών τής αντιπολιτεύσεως. — Ύπεγράφη ή σύμβασις διά τήν κατασκευήν νέων σχολικών κτιρίων εις διαφόρους περιοχάς τής χώρας. — Προσελήφθησαν 1.000.000 δρχ. διά τήν επισκευήν οδών. <box>10 1181 382 1262</box>
story-headline: ΟΙ ΕΝΟΡΚΟΙ ΤΟΥ ΚΑΚΟΥΡΓΙΟΔΙΚΕΙΟΥ ΚΑΣΤΟΡΙΑΣ <box>26 991 366 1009</box>
story-headline: ΔΙΑΜΑΡΤΥΡΙΑ ΠΟΛΕΜΙΣΤΩΝ Ν. 751 <box>396 1456 574 1484</box>
article-body: Ή συνέλευσις τού σωματείου ηλεκτροτεχνιτών απεφάσισε τήν υποβολήν υπομνήματος προς τό Υπουργείον Εργασίας. — Ή Ομοσπονδία Εργατών Ένδύματος κατήγγειλε εργοδότας διά μή τήρησιν τής συλλογικής συμβάσεως. — Τό Έργατικόν Κέντρον Θεσσαλονίκης έξέδωσε ανακοίνωσιν. <box>10 1352 382 1433</box>
section-label: Ο ΚΑΙΟΝΤΖΗΣ ΜΟΝΟΣ <box>1404 671 1511 683</box>
gold-rate-row <box>392 958 578 970</box>
gold-coin-label: Βελγικόν <box>395 1021 443 1033</box>
